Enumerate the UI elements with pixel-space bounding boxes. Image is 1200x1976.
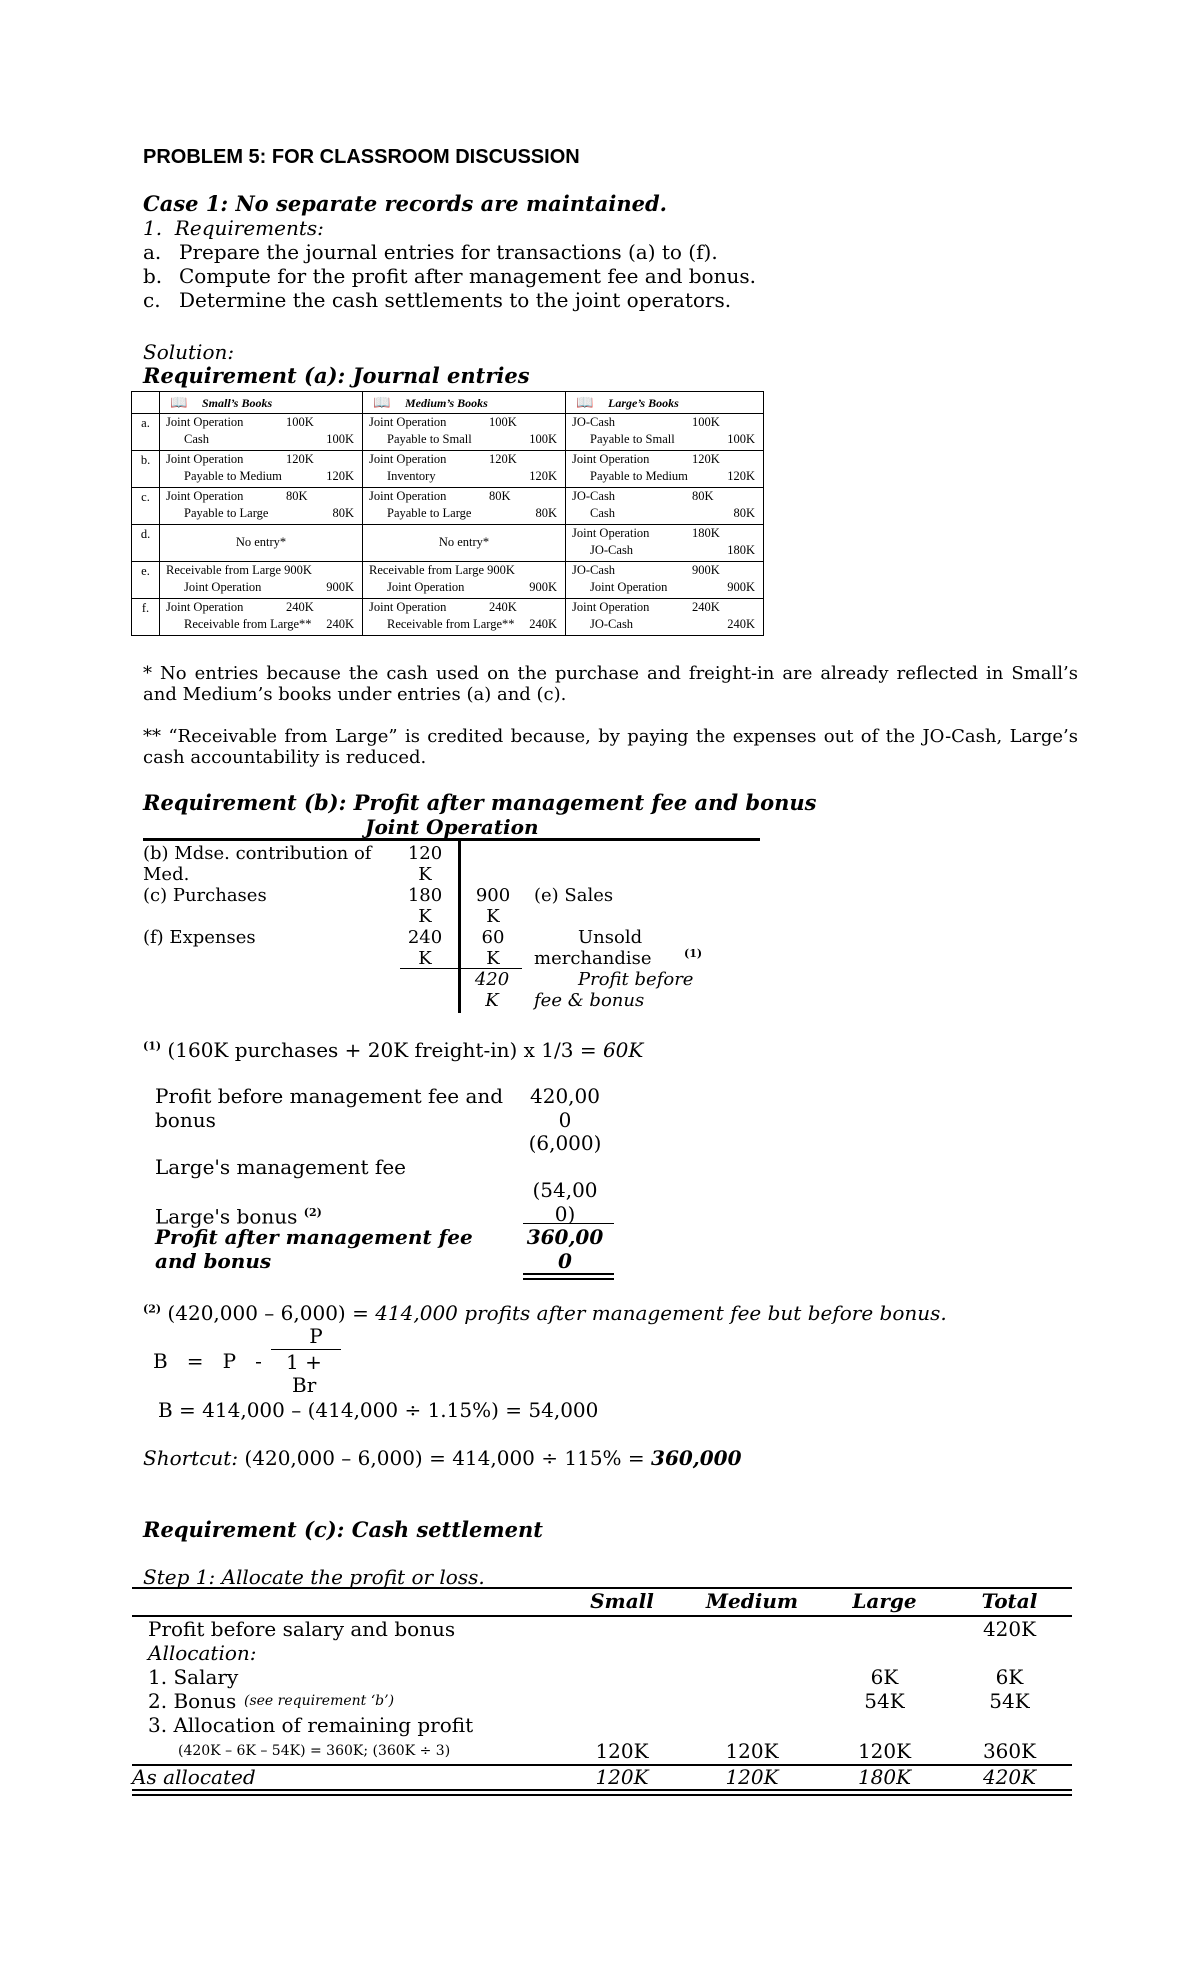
requirement-text: Determine the cash settlements to the joint operators. <box>179 288 732 312</box>
schedule-double-rule <box>523 1273 614 1280</box>
books-header-large <box>566 392 764 414</box>
schedule-amount-total: 360,000 <box>526 1225 604 1273</box>
journal-entry <box>160 562 362 598</box>
formula-numerator: P <box>309 1324 323 1348</box>
credit-amount: 100K <box>529 432 557 446</box>
journal-entry <box>363 599 565 635</box>
book-title: Medium’s Books <box>405 396 488 410</box>
credit-line <box>369 580 561 597</box>
debit-line <box>369 452 561 469</box>
books-header-small <box>160 392 363 414</box>
schedule-amount: 420,000 <box>530 1084 600 1132</box>
step-1: Step 1: Allocate the profit or loss. <box>143 1565 485 1589</box>
row-label: 1. Salary <box>148 1665 239 1689</box>
credit-account: Payable to Large <box>387 506 472 520</box>
debit-amount: 120K <box>489 452 517 466</box>
allocation-row <box>132 1713 1072 1737</box>
credit-account: JO-Cash <box>590 617 634 631</box>
requirement-letter: b. <box>143 264 163 288</box>
entry-letter: f. <box>132 599 160 636</box>
journal-cell <box>160 599 363 636</box>
schedule-amount: (6,000) <box>528 1131 602 1155</box>
credit-amount: 80K <box>332 506 354 520</box>
schedule-label: Large's bonus <box>155 1204 298 1229</box>
debit-line <box>572 600 759 617</box>
footnote-result: 60K <box>602 1038 644 1062</box>
t-right-label: Profit before fee & bonus <box>534 969 694 1011</box>
credit-line <box>369 617 561 634</box>
journal-row <box>132 414 764 451</box>
footnote-ref: (1) <box>143 1039 162 1053</box>
journal-entry <box>363 525 565 561</box>
journal-row <box>132 562 764 599</box>
page-title: PROBLEM 5: FOR CLASSROOM DISCUSSION <box>143 146 580 168</box>
debit-amount: 240K <box>489 600 517 614</box>
journal-cell <box>363 525 566 562</box>
t-right-label: Unsold merchandise <box>534 927 652 969</box>
allocation-header-row <box>132 1589 1072 1613</box>
credit-account: Joint Operation <box>387 580 465 594</box>
debit-account: Joint Operation <box>166 415 244 429</box>
footnote-result: 414,000 profits after management fee but before bonus. <box>375 1301 947 1325</box>
footnote-text: (420,000 – 6,000) = <box>161 1301 376 1325</box>
journal-cell <box>363 414 566 451</box>
formula-calc: B = 414,000 – (414,000 ÷ 1.15%) = 54,000 <box>158 1398 599 1422</box>
credit-account: Cash <box>590 506 615 520</box>
entry-letter: d. <box>132 525 160 562</box>
credit-line <box>166 432 358 449</box>
journal-entry <box>160 525 362 561</box>
allocation-row <box>132 1739 1072 1763</box>
schedule-label: Profit before management fee and bonus <box>155 1084 504 1132</box>
credit-line <box>166 506 358 523</box>
credit-account: Payable to Medium <box>590 469 688 483</box>
footnote-ref: (2) <box>143 1302 162 1316</box>
journal-table <box>131 391 764 636</box>
cell-large: 180K <box>857 1765 912 1789</box>
debit-account: JO-Cash <box>572 415 616 429</box>
footnote-2 <box>143 1301 947 1325</box>
footnote-ref: (1) <box>684 947 703 960</box>
credit-amount: 80K <box>535 506 557 520</box>
column-header: Total <box>981 1589 1038 1613</box>
t-right-amount: 420 K <box>474 969 510 1011</box>
credit-line <box>572 543 759 560</box>
credit-amount: 900K <box>727 580 755 594</box>
journal-cell <box>363 599 566 636</box>
column-header: Large <box>852 1589 917 1613</box>
debit-line <box>166 452 358 469</box>
debit-amount: 80K <box>692 489 714 503</box>
journal-cell <box>160 414 363 451</box>
journal-entry <box>363 562 565 598</box>
req-a-heading: Requirement (a): Journal entries <box>143 363 530 388</box>
credit-amount: 100K <box>326 432 354 446</box>
credit-amount: 120K <box>529 469 557 483</box>
cell-large: 120K <box>857 1739 912 1763</box>
row-label: Profit before salary and bonus <box>148 1617 456 1641</box>
open-book-icon: 📖 <box>576 396 594 411</box>
row-label: As allocated <box>132 1765 256 1789</box>
credit-amount: 100K <box>727 432 755 446</box>
debit-amount: 120K <box>286 452 314 466</box>
credit-line <box>166 469 358 486</box>
debit-line <box>369 415 561 432</box>
requirement-item <box>143 240 756 264</box>
allocation-total-row <box>132 1765 1072 1789</box>
debit-account: Joint Operation <box>166 489 244 503</box>
debit-amount: 240K <box>286 600 314 614</box>
debit-amount: 120K <box>692 452 720 466</box>
formula-denominator: 1 + <box>286 1350 322 1374</box>
debit-line <box>166 489 358 506</box>
cell-small: 120K <box>595 1765 649 1789</box>
journal-entry <box>363 451 565 487</box>
debit-amount: 100K <box>489 415 517 429</box>
schedule-label-total: Profit after management fee and bonus <box>155 1225 473 1273</box>
schedule-subtotal-rule <box>523 1223 614 1224</box>
formula-denominator: Br <box>292 1373 317 1397</box>
shortcut-line <box>143 1446 742 1470</box>
book-title: Large’s Books <box>608 396 679 410</box>
debit-account: Joint Operation <box>572 526 650 540</box>
requirement-item <box>143 288 756 312</box>
journal-cell <box>363 488 566 525</box>
cell-total: 54K <box>989 1689 1030 1713</box>
cell-total: 6K <box>995 1665 1024 1689</box>
debit-account: Receivable from Large 900K <box>369 563 515 577</box>
journal-corner <box>132 392 160 414</box>
debit-line <box>369 600 561 617</box>
debit-account: Joint Operation <box>369 600 447 614</box>
credit-amount: 80K <box>733 506 755 520</box>
journal-entry <box>363 488 565 524</box>
credit-line <box>572 469 759 486</box>
t-total-rule <box>400 968 522 969</box>
credit-line <box>369 506 561 523</box>
allocation-table <box>132 1587 1072 1789</box>
credit-account: Cash <box>184 432 209 446</box>
debit-line <box>369 489 561 506</box>
debit-account: Joint Operation <box>369 415 447 429</box>
credit-account: Receivable from Large** <box>184 617 312 631</box>
journal-cell <box>160 451 363 488</box>
journal-entry <box>566 414 763 450</box>
requirement-text: Prepare the journal entries for transactions (a) to (f). <box>179 240 718 264</box>
t-left-label: (c) Purchases <box>143 885 267 906</box>
allocation-row <box>132 1689 1072 1713</box>
t-left-label: (b) Mdse. contribution of Med. <box>143 843 372 885</box>
journal-row <box>132 488 764 525</box>
column-header: Medium <box>705 1589 799 1613</box>
row-label: 2. Bonus <box>148 1689 237 1713</box>
journal-entry <box>160 451 362 487</box>
journal-entry <box>160 488 362 524</box>
cell-total: 420K <box>982 1617 1037 1641</box>
journal-entry <box>566 488 763 524</box>
journal-row <box>132 451 764 488</box>
cell-large: 6K <box>870 1665 899 1689</box>
no-entry-text: No entry* <box>235 535 287 549</box>
credit-amount: 120K <box>727 469 755 483</box>
entry-letter: a. <box>132 414 160 451</box>
debit-account: JO-Cash <box>572 489 616 503</box>
row-note: (see requirement ‘b’) <box>244 1693 395 1709</box>
journal-entry <box>566 451 763 487</box>
credit-line <box>572 432 759 449</box>
t-right-amount: 900 K <box>475 885 511 927</box>
cell-small: 120K <box>595 1739 649 1763</box>
footnote-text: (160K purchases + 20K freight-in) x 1/3 = <box>161 1038 603 1062</box>
t-account-divider <box>458 838 461 1013</box>
debit-account: Joint Operation <box>166 452 244 466</box>
debit-amount: 100K <box>286 415 314 429</box>
requirement-letter: a. <box>143 240 162 264</box>
t-left-amount: 240 K <box>407 927 443 969</box>
debit-account: Joint Operation <box>166 600 244 614</box>
credit-line <box>572 580 759 597</box>
credit-amount: 180K <box>727 543 755 557</box>
t-account-top-rule <box>143 838 760 841</box>
open-book-icon: 📖 <box>170 396 188 411</box>
debit-line <box>166 600 358 617</box>
note-receivable: ** “Receivable from Large” is credited because, by paying the expenses out of the JO-Cash, Large’s cash accountability is reduced. <box>143 726 1078 768</box>
formula-lhs: B = P - <box>153 1349 262 1373</box>
t-left-amount: 180 K <box>407 885 443 927</box>
credit-amount: 900K <box>529 580 557 594</box>
debit-account: Joint Operation <box>369 452 447 466</box>
t-right-label: (e) Sales <box>534 885 614 906</box>
debit-account: Joint Operation <box>369 489 447 503</box>
allocation-row <box>132 1641 1072 1665</box>
cell-medium: 120K <box>725 1765 779 1789</box>
credit-amount: 900K <box>326 580 354 594</box>
cell-total: 360K <box>982 1739 1037 1763</box>
credit-account: Payable to Small <box>387 432 472 446</box>
credit-amount: 120K <box>326 469 354 483</box>
debit-account: JO-Cash <box>572 563 616 577</box>
schedule-amount: (54,000) <box>532 1178 598 1226</box>
journal-row <box>132 525 764 562</box>
debit-account: Joint Operation <box>572 600 650 614</box>
debit-amount: 900K <box>692 563 720 577</box>
shortcut-result: 360,000 <box>651 1446 742 1470</box>
credit-line <box>369 432 561 449</box>
solution-label: Solution: <box>143 340 235 364</box>
requirement-list <box>143 240 756 312</box>
row-label: (420K – 6K – 54K) = 360K; (360K ÷ 3) <box>178 1743 451 1759</box>
journal-cell <box>566 562 764 599</box>
cell-large: 54K <box>864 1689 905 1713</box>
open-book-icon: 📖 <box>373 396 391 411</box>
t-left-amount: 120 K <box>407 843 443 885</box>
credit-account: Payable to Large <box>184 506 269 520</box>
journal-cell <box>566 488 764 525</box>
cell-total: 420K <box>982 1765 1037 1789</box>
allocation-row <box>132 1617 1072 1641</box>
credit-line <box>369 469 561 486</box>
journal-cell <box>566 525 764 562</box>
req-c-heading: Requirement (c): Cash settlement <box>143 1517 543 1542</box>
t-left-label: (f) Expenses <box>143 927 256 948</box>
books-header-medium <box>363 392 566 414</box>
journal-cell <box>566 414 764 451</box>
row-label: 3. Allocation of remaining profit <box>148 1713 474 1737</box>
credit-account: Joint Operation <box>590 580 668 594</box>
debit-line <box>572 526 759 543</box>
journal-cell <box>160 525 363 562</box>
journal-entry <box>566 599 763 635</box>
credit-account: JO-Cash <box>590 543 634 557</box>
credit-account: Joint Operation <box>184 580 262 594</box>
debit-line <box>572 563 759 580</box>
double-rule <box>132 1789 1072 1796</box>
journal-entry <box>566 562 763 598</box>
footnote-ref: (2) <box>303 1206 322 1219</box>
cell-medium: 120K <box>725 1739 779 1763</box>
requirements-intro: 1. Requirements: <box>143 216 324 240</box>
journal-cell <box>566 599 764 636</box>
debit-amount: 80K <box>286 489 308 503</box>
journal-entry <box>160 599 362 635</box>
credit-line <box>572 506 759 523</box>
footnote-1 <box>143 1038 643 1062</box>
shortcut-text: (420,000 – 6,000) = 414,000 ÷ 115% = <box>238 1446 652 1470</box>
journal-cell <box>363 451 566 488</box>
req-b-heading: Requirement (b): Profit after management fee and bonus <box>143 790 817 815</box>
credit-account: Payable to Small <box>590 432 675 446</box>
note-no-entry: * No entries because the cash used on the purchase and freight-in are already reflected in Small’s and Medium’s books under entries (a) and (c). <box>143 663 1078 705</box>
case-heading: Case 1: No separate records are maintained. <box>143 191 667 216</box>
journal-cell <box>566 451 764 488</box>
shortcut-label: Shortcut: <box>143 1446 239 1470</box>
journal-entry <box>160 414 362 450</box>
journal-body <box>132 414 764 636</box>
credit-account: Inventory <box>387 469 436 483</box>
credit-line <box>166 580 358 597</box>
debit-line <box>166 563 358 580</box>
t-right-label-unsold <box>534 927 734 969</box>
row-label: Allocation: <box>148 1641 257 1665</box>
debit-line <box>369 563 561 580</box>
debit-line <box>572 452 759 469</box>
debit-line <box>166 415 358 432</box>
journal-cell <box>160 562 363 599</box>
t-account-title: Joint Operation <box>365 815 539 839</box>
requirement-text: Compute for the profit after management fee and bonus. <box>179 264 756 288</box>
journal-cell <box>363 562 566 599</box>
debit-amount: 100K <box>692 415 720 429</box>
requirement-item <box>143 264 756 288</box>
credit-account: Payable to Medium <box>184 469 282 483</box>
debit-account: Joint Operation <box>572 452 650 466</box>
requirement-letter: c. <box>143 288 161 312</box>
column-header: Small <box>590 1589 654 1613</box>
debit-account: Receivable from Large 900K <box>166 563 312 577</box>
entry-letter: e. <box>132 562 160 599</box>
journal-entry <box>363 414 565 450</box>
book-title: Small’s Books <box>202 396 273 410</box>
credit-amount: 240K <box>727 617 755 631</box>
entry-letter: c. <box>132 488 160 525</box>
journal-cell <box>160 488 363 525</box>
credit-amount: 240K <box>326 617 354 631</box>
debit-amount: 180K <box>692 526 720 540</box>
credit-line <box>572 617 759 634</box>
schedule-label: Large's management fee <box>155 1155 407 1179</box>
entry-letter: b. <box>132 451 160 488</box>
credit-line <box>166 617 358 634</box>
t-right-amount: 60 K <box>481 927 505 969</box>
journal-row <box>132 599 764 636</box>
debit-amount: 240K <box>692 600 720 614</box>
allocation-row <box>132 1665 1072 1689</box>
debit-line <box>572 489 759 506</box>
debit-amount: 80K <box>489 489 511 503</box>
no-entry-text: No entry* <box>438 535 490 549</box>
credit-account: Receivable from Large** <box>387 617 515 631</box>
journal-header-row <box>132 392 764 414</box>
journal-entry <box>566 525 763 561</box>
debit-line <box>572 415 759 432</box>
credit-amount: 240K <box>529 617 557 631</box>
